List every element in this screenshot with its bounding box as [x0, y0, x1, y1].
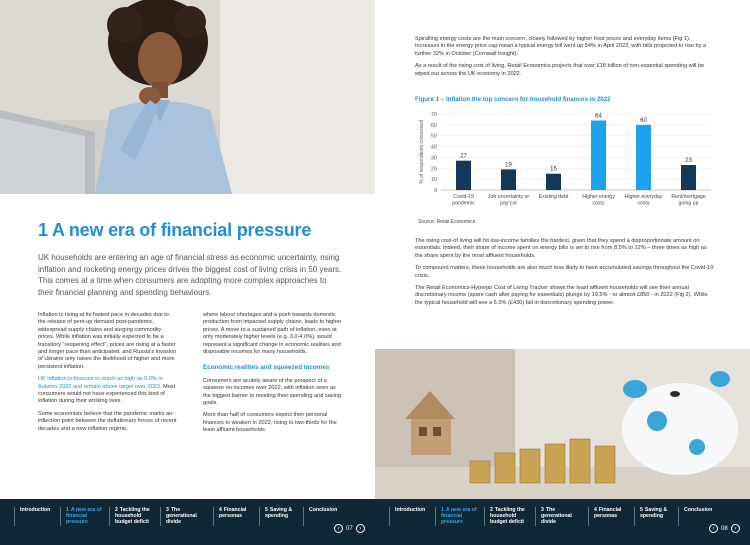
- paragraph: Inflation is rising at its fastest pace in decades due to the release of pent-up demand post-pandemic, widespread supply chains and surging commodity prices. While inflation was initially expected to be a transitory "reopening effect", prices are rising at a faster and longer pace than anticipated, and Russia's invasion of Ukraine only raises the likelihood of higher and more persistent inflation.: [38, 312, 177, 370]
- nav-item-label: Saving & spending: [640, 507, 668, 520]
- bar: [456, 161, 471, 190]
- figure-title: Figure 1 – Inflation the top concern for household finances in 2022: [415, 96, 611, 103]
- x-tick-label: Higher energy: [582, 194, 615, 200]
- y-tick-label: 50: [430, 133, 437, 140]
- nav-item[interactable]: [535, 507, 582, 526]
- bar-value-label: 64: [595, 113, 602, 120]
- x-tick-label: Job uncertainty or: [487, 194, 530, 200]
- hero-photo-woman-laptop: [0, 0, 375, 194]
- nav-item[interactable]: [160, 507, 207, 526]
- y-tick-label: 0: [433, 188, 437, 194]
- nav-item-number: 5: [265, 507, 268, 513]
- nav-item[interactable]: [588, 507, 628, 526]
- paragraph: where labour shortages and a push towards domestic production from impacted supply chains, leads to higher prices. A move to a sustained path of inflation, even at only moderately higher levels (e.g. 3.0-4.0%), would represent a significant change in economic realities and disposable incomes for many households.: [203, 312, 342, 356]
- nav-item-number: 2: [115, 507, 118, 513]
- bar-value-label: 19: [505, 162, 512, 169]
- y-tick-label: 60: [430, 122, 437, 129]
- subheading: Economic realities and squeezed incomes: [203, 364, 330, 372]
- nav-left: [14, 507, 345, 526]
- nav-item-number: 3: [166, 507, 169, 513]
- lead-paragraph: UK households are entering an age of financial stress as economic uncertainty, rising inflation and rocketing energy prices drives the biggest cost of living crisis in 50 years. This comes at a time when consumers are adopting more complex approaches to their financial planning and spending behaviours.: [38, 253, 342, 297]
- bar-value-label: 23: [685, 158, 692, 165]
- bar: [501, 169, 516, 190]
- nav-item[interactable]: [389, 507, 429, 526]
- paragraph: [38, 376, 178, 406]
- nav-item-number: 1: [66, 507, 69, 513]
- y-tick-label: 20: [430, 166, 437, 173]
- nav-item[interactable]: [484, 507, 529, 526]
- paragraph: To compound matters, these households are also much less likely to have accumulated savings throughout the Covid-19 crisis.: [415, 265, 714, 279]
- paragraph: The Retail Economics-Hyperjar Cost of Living Tracker shows the least affluent households will see their annual discretionary income (spare cash after paying for essentials) plunge by 19.5% - or almost £850 - in 2022 (Fig 2). While the typical household will see a 6.5% (£430) fall in discretionary spending power.: [415, 285, 708, 306]
- x-tick-label: costs: [592, 200, 605, 207]
- bar: [636, 125, 651, 190]
- nav-item-label: A new era of financial pressure: [66, 507, 102, 526]
- chevron-left-icon[interactable]: ‹: [334, 524, 343, 533]
- bar: [546, 174, 561, 190]
- y-tick-label: 10: [430, 177, 437, 184]
- x-tick-label: Rent/mortgage: [671, 194, 706, 200]
- x-tick-label: pay cut: [500, 200, 517, 207]
- body-column-1: [38, 312, 178, 438]
- pager-left: [331, 524, 368, 533]
- chevron-right-icon[interactable]: ›: [356, 524, 365, 533]
- footer-navigation: [0, 499, 750, 545]
- paragraph-text: Most consumers would not have experienced this kind of inflation during their working lives.: [38, 383, 176, 405]
- nav-item[interactable]: [303, 507, 339, 526]
- nav-item-label: Conclusion: [309, 507, 338, 513]
- piggy-bank-illustration: [375, 349, 750, 499]
- nav-item[interactable]: [109, 507, 154, 526]
- nav-item-number: 4: [219, 507, 222, 513]
- nav-item-number: 5: [640, 507, 643, 513]
- nav-item-label: Financial personas: [594, 507, 622, 520]
- nav-item[interactable]: [259, 507, 297, 526]
- nav-item-label: Tackling the household budget deficit: [490, 507, 525, 526]
- highlight-text: UK inflation is forecast to reach as high as 9.0% in Autumn 2022 and remain above target over 2023.: [38, 376, 163, 390]
- nav-item[interactable]: [435, 507, 478, 526]
- paragraph: Spiralling energy costs are the main concern, closely followed by higher food prices and everyday items (Fig 1). Increases in the energy price cap mean a typical energy bill went up 54% in April 2022, with bills projected to rise by a further 32% in October (Cornwall Insight).: [415, 36, 707, 57]
- x-tick-label: pandemic: [452, 200, 475, 207]
- bar: [681, 165, 696, 190]
- bar-chart: [415, 108, 715, 216]
- nav-item[interactable]: [14, 507, 54, 526]
- bar-value-label: 27: [460, 153, 467, 160]
- y-tick-label: 30: [430, 155, 437, 162]
- bar-value-label: 60: [640, 117, 647, 124]
- nav-item-label: Conclusion: [684, 507, 713, 513]
- x-tick-label: going up: [678, 200, 699, 207]
- x-tick-label: Higher everyday: [624, 194, 663, 200]
- nav-item-number: 4: [594, 507, 597, 513]
- nav-item-number: 1: [441, 507, 444, 513]
- y-tick-label: 70: [430, 112, 437, 118]
- nav-item-label: The generational divide: [541, 507, 572, 526]
- right-top-text: [415, 36, 715, 83]
- paragraph: More than half of consumers expect their personal finances to weaken in 2022, rising to two-thirds for the least affluent households.: [203, 412, 337, 434]
- nav-item-label: Saving & spending: [265, 507, 293, 520]
- nav-item-label: Tackling the household budget deficit: [115, 507, 150, 526]
- figure-source: Source: Retail Economics: [418, 219, 476, 225]
- bar: [591, 121, 606, 190]
- pager-right: [706, 524, 743, 533]
- paragraph: As a result of the rising cost of living, Retail Economics projects that over £18 billion of non-essential spending will be wiped out across the UK economy in 2022.: [415, 63, 705, 77]
- woman-illustration: [0, 0, 375, 194]
- photo-piggy-bank-coins-house: [375, 349, 750, 499]
- y-tick-label: 40: [430, 144, 437, 151]
- page-number: 08: [721, 525, 728, 532]
- x-tick-label: costs: [637, 200, 650, 207]
- nav-item[interactable]: [678, 507, 714, 526]
- paragraph: The rising cost-of living will hit low-income families the hardest, given that they spend a disproportionate amount on essentials. Indeed, their share of income spent on energy bills is set to rise from 8.5% to 12% – three times as high as the share spent by the most affluent households.: [415, 238, 707, 259]
- nav-item[interactable]: [60, 507, 103, 526]
- chevron-left-icon[interactable]: ‹: [709, 524, 718, 533]
- nav-item-label: Financial personas: [219, 507, 247, 520]
- nav-item[interactable]: [634, 507, 672, 526]
- body-column-2: [203, 312, 343, 440]
- bar-value-label: 15: [550, 166, 557, 173]
- nav-item-label: A new era of financial pressure: [441, 507, 477, 526]
- nav-item-label: Introduction: [395, 507, 426, 513]
- x-tick-label: Existing debt: [538, 194, 569, 200]
- chevron-right-icon[interactable]: ›: [731, 524, 740, 533]
- nav-item-number: 2: [490, 507, 493, 513]
- y-axis-label: % of respondents concerned: [419, 120, 425, 184]
- nav-right: [389, 507, 720, 526]
- paragraph: Consumers are acutely aware of the prospect of a squeeze on incomes over 2022, with inflation seen as the biggest barrier to meeting their spending and saving goals.: [203, 377, 342, 407]
- nav-item-number: 3: [541, 507, 544, 513]
- nav-item[interactable]: [213, 507, 253, 526]
- page-number: 07: [346, 525, 353, 532]
- x-tick-label: Covid-19: [453, 194, 474, 200]
- paragraph: Some economists believe that the pandemic marks an inflection point between the deflationary forces of recent decades and a new inflation regime,: [38, 410, 177, 432]
- nav-item-label: The generational divide: [166, 507, 197, 526]
- section-heading: 1 A new era of financial pressure: [38, 220, 312, 240]
- nav-item-label: Introduction: [20, 507, 51, 513]
- right-middle-text: [415, 238, 715, 312]
